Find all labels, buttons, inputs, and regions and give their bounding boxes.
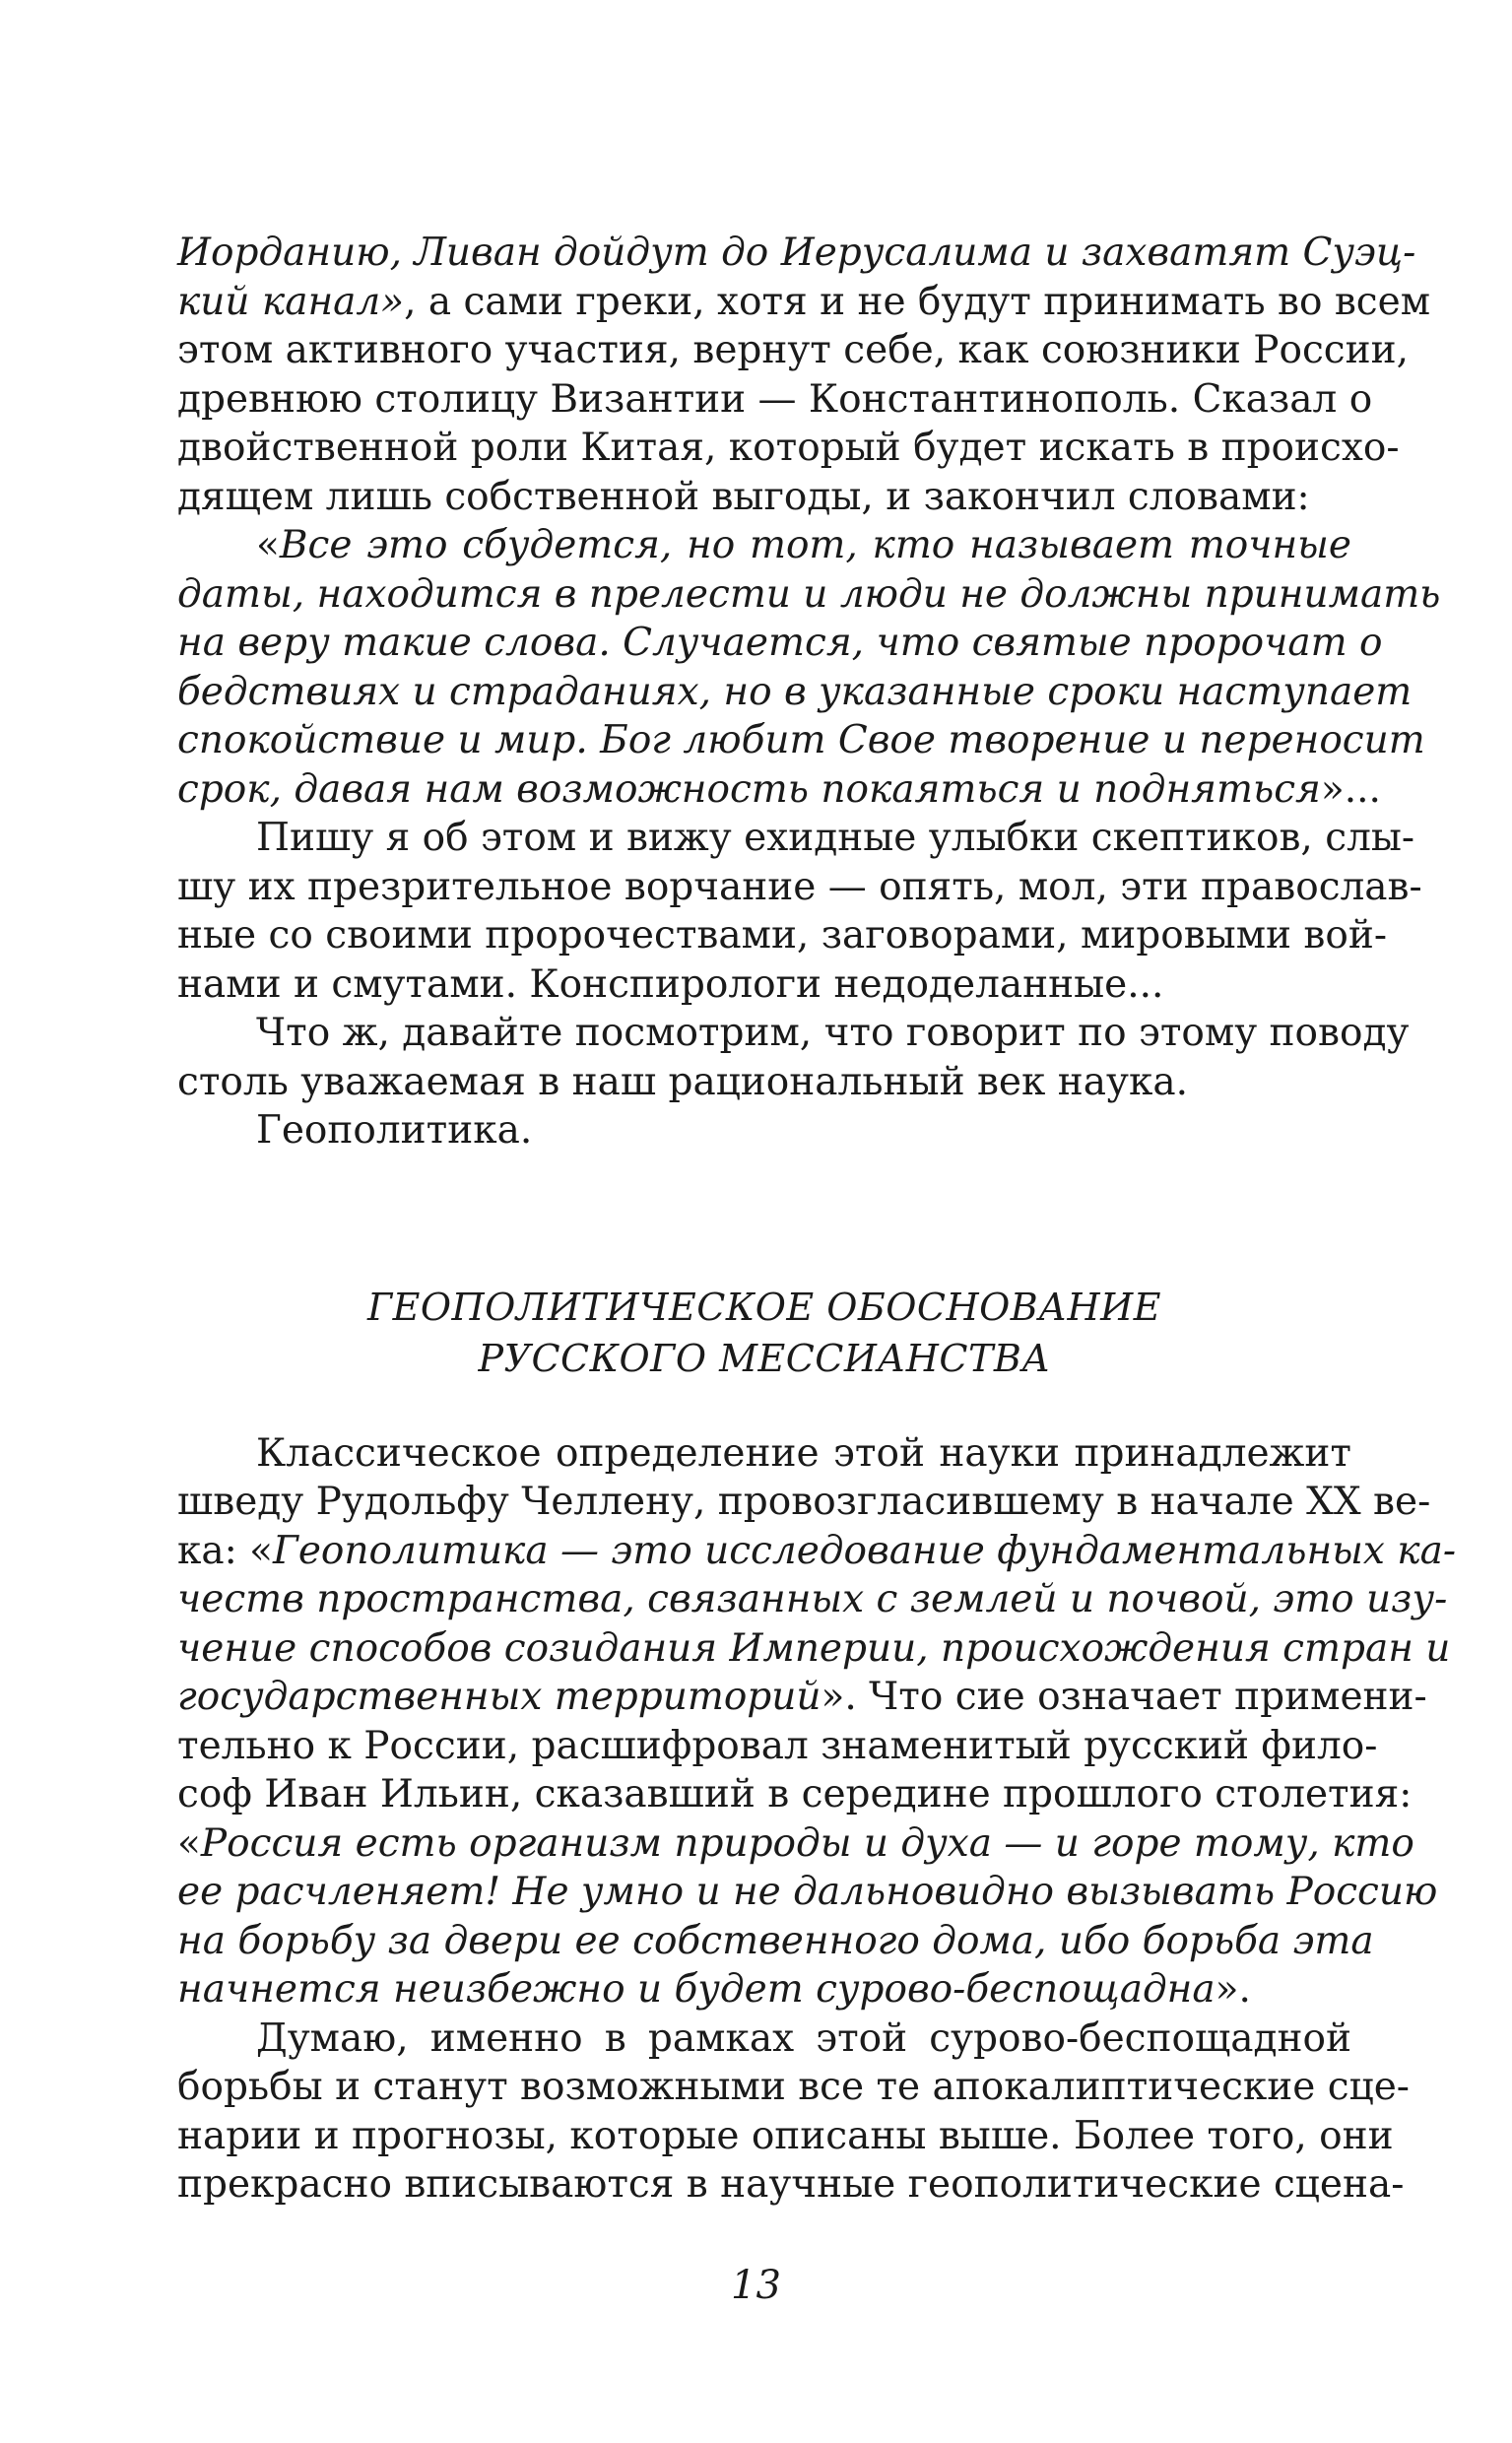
text-segment: древнюю столицу Византии — Константинополь. Сказал о [177,376,1373,422]
text-line [177,1575,1448,1624]
text-line [177,1917,1374,1966]
italic-text: государственных территорий [177,1675,822,1719]
text-line [177,1819,1414,1869]
text-line [177,2063,1410,2112]
text-segment: , а сами греки, хотя и не будут принимать во всем [404,279,1431,324]
paragraph [177,229,1431,521]
section-heading-line-1: ГЕОПОЛИТИЧЕСКОЕ ОБОСНОВАНИЕ [366,1285,1162,1329]
text-segment: Классическое определение этой науки принадлежит [256,1430,1351,1476]
text-line [177,1722,1378,1771]
italic-text: даты, находится в прелести и люди не должны принимать [177,571,1441,617]
text-segment: тельно к России, расшифровал знаменитый русский фило- [177,1723,1378,1768]
italic-text: бедствиях и страданиях, но в указанные сроки наступает [177,669,1413,714]
text-segment: двойственной роли Китая, который будет искать в происхо- [177,426,1400,470]
text-segment: шу их презрительное ворчание — опять, мол, эти православ- [177,864,1422,909]
italic-text: на веру такие слова. Случается, что святые пророчат о [177,621,1383,665]
text-line [177,863,1422,912]
text-line [177,229,1416,278]
italic-text: начнется неизбежно и будет сурово-беспощадна [177,1967,1216,2012]
italic-text: Геополитика — это исследование фундаментальных ка- [273,1528,1457,1573]
text-line [177,1009,1410,1058]
text-line [177,521,1351,570]
text-line [177,1106,1351,1155]
paragraph [177,2014,1410,2210]
text-segment: шведу Рудольфу Челлену, провозгласившему в начале XX ве- [177,1480,1431,1524]
paragraph [177,521,1441,814]
text-line [177,2160,1405,2210]
text-line [177,911,1388,960]
text-line [177,1429,1351,1479]
paragraph [177,1106,1351,1155]
text-line [177,716,1425,765]
text-segment: Что ж, давайте посмотрим, что говорит по этому поводу [256,1011,1410,1055]
text-line [177,326,1410,375]
text-line [177,2014,1351,2064]
text-segment: « [177,1820,201,1866]
text-line [177,960,1351,1010]
italic-text: честв пространства, связанных с землей и почвой, это изу- [177,1577,1448,1621]
text-segment: борьбы и станут возможными все те апокалиптические сце- [177,2065,1410,2109]
text-segment: ка: « [177,1528,274,1573]
text-segment: Пишу я об этом и вижу ехидные улыбки скептиков, слы- [256,816,1415,860]
text-segment: нами и смутами. Конспирологи недоделанные... [177,961,1164,1007]
text-line [177,278,1431,327]
text-segment: Геополитика. [256,1108,533,1153]
italic-text: Иорданию, Ливан дойдут до Иерусалима и захватят Суэц- [177,231,1416,275]
text-segment: Думаю, именно в рамках этой сурово-беспощадной [256,2015,1351,2061]
italic-text: кий канал» [177,279,405,324]
text-line [177,668,1413,717]
text-segment: нарии и прогнозы, которые описаны выше. Более того, они [177,2113,1394,2158]
text-line [177,1624,1451,1674]
page-number: 13 [731,2263,781,2308]
text-line [177,1770,1413,1819]
text-segment: прекрасно вписываются в научные геополитические сцена- [177,2162,1405,2207]
text-segment: столь уважаемая в наш рациональный век наука. [177,1059,1188,1104]
text-segment: дящем лишь собственной выгоды, и закончил словами: [177,474,1310,519]
text-block-bottom [177,1429,1457,2210]
paragraph [177,1009,1410,1106]
text-line [177,1673,1427,1722]
text-segment: « [256,523,280,567]
italic-text: на борьбу за двери ее собственного дома, ибо борьба эта [177,1918,1374,1963]
section-heading [177,1282,1351,1384]
text-segment: ». Что сие означает примени- [821,1675,1427,1719]
italic-text: чение способов созидания Империи, происхождения стран и [177,1625,1451,1671]
italic-text: Россия есть организм природы и духа — и горе тому, кто [200,1820,1414,1866]
text-segment: ные со своими пророчествами, заговорами, мировыми вой- [177,913,1388,957]
text-line [177,1527,1457,1576]
text-block-top [177,229,1441,1155]
text-segment: »... [1320,766,1381,812]
text-line [177,1478,1431,1527]
text-line [177,1868,1438,1917]
paragraph [177,1429,1457,2014]
text-line [177,2112,1394,2161]
text-line [177,765,1381,815]
text-line [177,1058,1351,1107]
text-segment: этом активного участия, вернут себе, как союзники России, [177,328,1410,372]
text-line [177,473,1351,522]
text-segment: ». [1215,1967,1251,2012]
text-segment: соф Иван Ильин, сказавший в середине прошлого столетия: [177,1772,1413,1816]
italic-text: ее расчленяет! Не умно и не дальновидно вызывать Россию [177,1870,1438,1914]
italic-text: Все это сбудется, но тот, кто называет точные [279,523,1351,567]
page-body [177,229,1457,2396]
text-line [177,375,1373,425]
text-line [177,570,1441,620]
text-line [177,814,1415,863]
italic-text: срок, давая нам возможность покаяться и подняться [177,766,1321,812]
section-heading-line-2: РУССКОГО МЕССИАНСТВА [478,1336,1051,1380]
paragraph [177,814,1422,1009]
text-line [177,424,1400,473]
text-line [177,1965,1351,2014]
text-line [177,619,1383,668]
italic-text: спокойствие и мир. Бог любит Свое творение и переносит [177,718,1425,762]
